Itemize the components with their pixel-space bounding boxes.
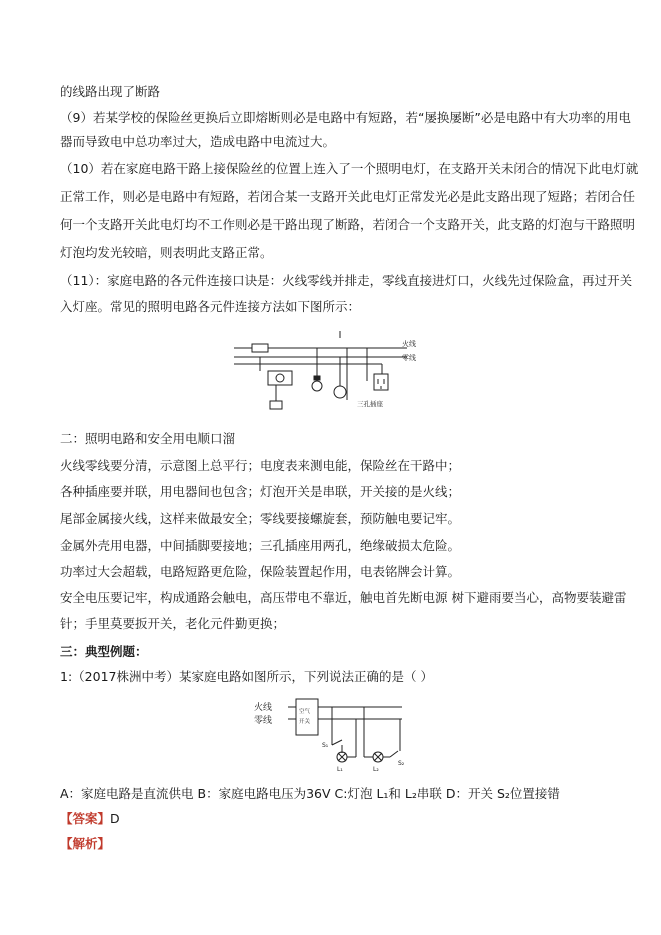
analysis-row	[60, 836, 110, 852]
neutral-wire-label: 零线	[402, 354, 416, 362]
example-question: 1:（2017株洲中考）某家庭电路如图所示，下列说法正确的是（ ）	[60, 669, 433, 684]
fig2-live-label: 火线	[254, 703, 273, 713]
lamp-l1-label: L₁	[337, 766, 343, 773]
rhyme-line-2: 各种插座要并联，用电器间也包含；灯泡开关是串联，开关接的是火线；	[60, 484, 461, 499]
answer-row	[60, 811, 120, 827]
paragraph-9-line-2: 器而导致电中总功率过大，造成电路中电流过大。	[60, 134, 336, 149]
rhyme-line-1: 火线零线要分清，示意图上总平行；电度表来测电能，保险丝在干路中；	[60, 458, 461, 473]
paragraph-continuation: 的线路出现了断路	[60, 84, 161, 99]
switch-s1-label: S₁	[322, 742, 329, 749]
lighting-circuit-figure	[232, 326, 432, 416]
paragraph-10-line-2: 正常工作，则必是电路中有短路，若闭合某一支路开关此电灯正常发光必是此支路出现了短路；若闭合任	[60, 189, 636, 204]
paragraph-10-line-3: 何一个支路开关此电灯均不工作则必是干路出现了断路，若闭合一个支路开关，此支路的灯泡与干路照明	[60, 217, 636, 232]
air-switch-label-2: 开关	[299, 719, 311, 725]
analysis-label: 【解析】	[60, 836, 111, 851]
rhyme-line-7: 针；手里莫要扳开关，老化元件勤更换；	[60, 616, 286, 631]
rhyme-line-5: 功率过大会超载，电路短路更危险，保险装置起作用，电表铭牌会计算。	[60, 564, 461, 579]
section-2-heading: 二：照明电路和安全用电顺口溜	[60, 431, 236, 446]
switch-s2-label: S₂	[398, 760, 405, 767]
rhyme-line-6: 安全电压要记牢，构成通路会触电，高压带电不靠近，触电首先断电源 树下避雨要当心，高物要装避雷	[60, 590, 627, 605]
section-3-heading: 三：典型例题：	[60, 644, 148, 659]
answer-options: A：家庭电路是直流供电 B：家庭电路电压为36V C:灯泡 L₁和 L₂串联 D：开关 S₂位置接错	[60, 786, 560, 801]
lamp-l2-label: L₂	[373, 766, 379, 773]
paragraph-11-line-1: （11）：家庭电路的各元件连接口诀是：火线零线并排走，零线直接进灯口，火线先过保险盒，再过开关	[60, 273, 633, 288]
rhyme-line-4: 金属外壳用电器，中间插脚要接地；三孔插座用两孔，绝缘破损太危险。	[60, 538, 461, 553]
paragraph-11-line-2: 入灯座。常见的照明电路各元件连接方法如下图所示：	[60, 299, 361, 314]
answer-value: D	[110, 811, 120, 826]
paragraph-10-line-4: 灯泡均发光较暗，则表明此支路正常。	[60, 245, 273, 260]
fig2-neutral-label: 零线	[254, 716, 273, 726]
air-switch-label-1: 空气	[299, 709, 311, 715]
paragraph-9-line-1: （9）若某学校的保险丝更换后立即熔断则必是电路中有短路，若“屡换屡断”必是电路中有大功率的用电	[60, 110, 631, 125]
home-circuit-figure	[240, 693, 410, 773]
paragraph-10-line-1: （10）若在家庭电路干路上接保险丝的位置上连入了一个照明电灯，在支路开关未闭合的情况下此电灯就	[60, 161, 639, 176]
live-wire-label: 火线	[402, 340, 416, 348]
socket-label: 三孔插座	[357, 400, 383, 408]
rhyme-line-3: 尾部金属接火线，这样来做最安全；零线要接螺旋套，预防触电要记牢。	[60, 511, 461, 526]
answer-label: 【答案】	[60, 811, 111, 826]
